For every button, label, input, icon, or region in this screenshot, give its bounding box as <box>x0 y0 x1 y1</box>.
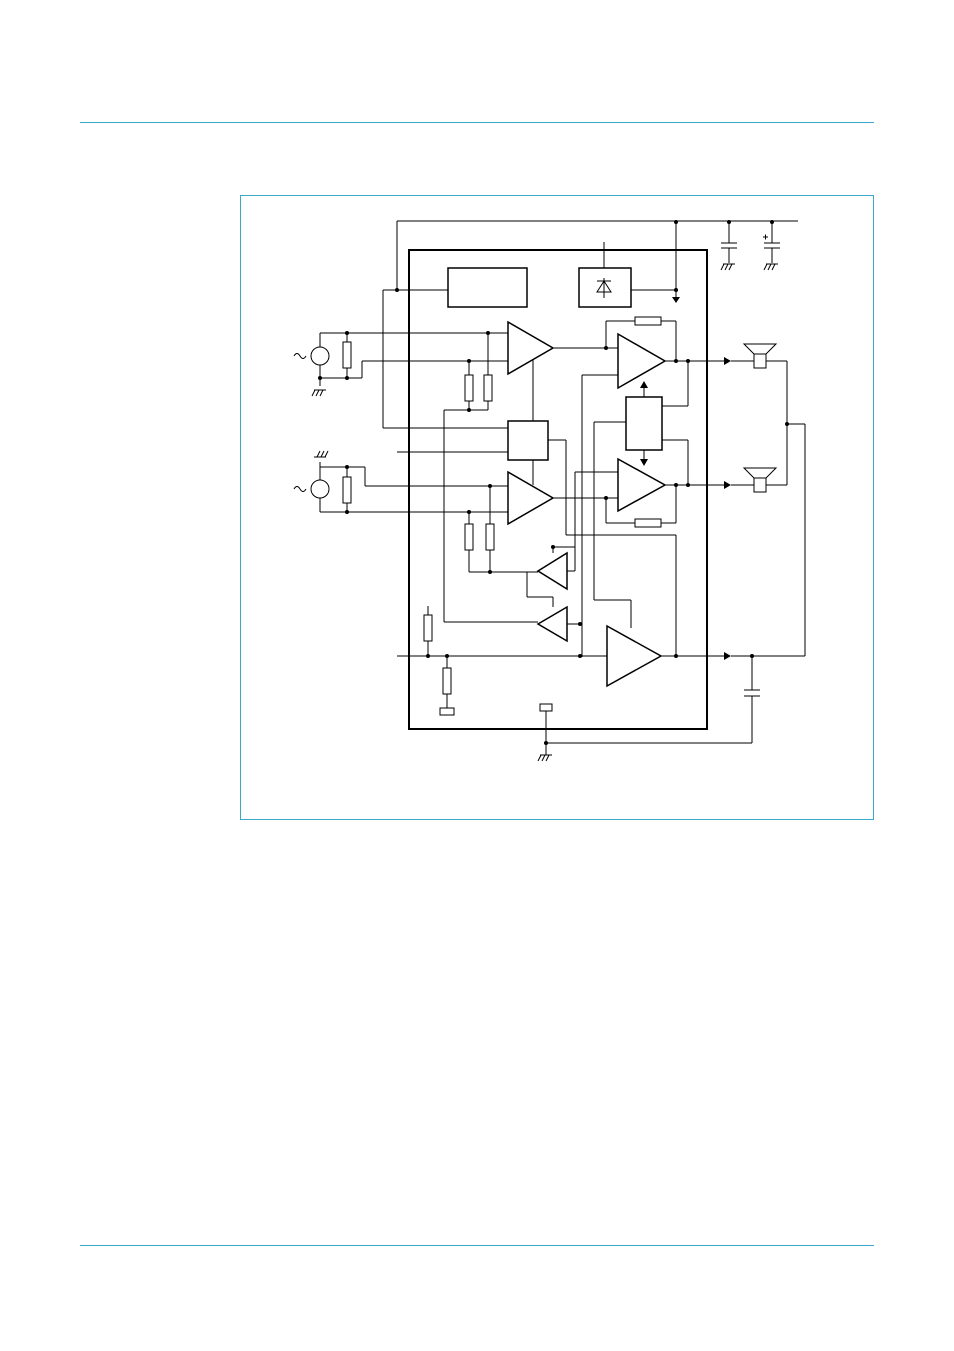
capacitor-c1 <box>721 222 737 263</box>
input-amplifier-1 <box>465 322 618 421</box>
protection-block <box>579 222 680 307</box>
ground-icon <box>312 390 326 396</box>
bias-block <box>626 397 662 450</box>
supply-rail <box>383 220 798 428</box>
ground-icon <box>314 451 328 457</box>
pin-resistor-top <box>424 606 432 656</box>
ic-package-outline <box>409 250 707 729</box>
signal-source-1 <box>294 331 508 386</box>
pin-resistor-bottom <box>440 654 454 715</box>
ground-icon <box>538 755 552 761</box>
reference-buffer-2 <box>538 607 582 641</box>
ground-icon <box>721 264 735 270</box>
signal-source-2 <box>294 462 508 514</box>
input-amplifier-2 <box>465 460 618 574</box>
mode-select-block <box>508 421 548 460</box>
speaker-icon <box>731 468 787 492</box>
output-capacitor <box>744 656 760 743</box>
standby-block <box>448 268 527 307</box>
ground-icon <box>764 264 778 270</box>
capacitor-c2 <box>763 222 780 263</box>
reference-amplifier <box>397 424 805 686</box>
speaker-icon <box>731 344 789 485</box>
